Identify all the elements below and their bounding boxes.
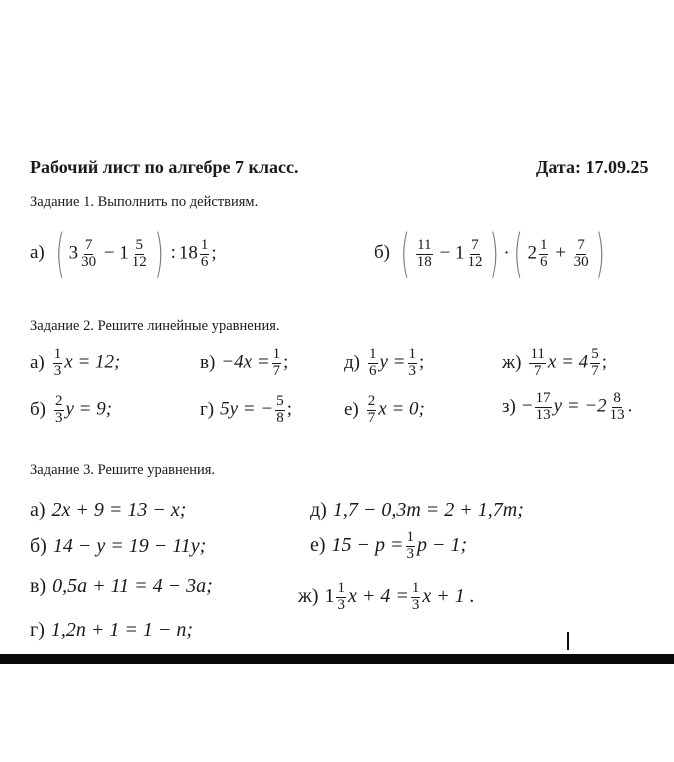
bottom-divider-bar [0, 654, 674, 664]
close-paren: ) [154, 224, 164, 284]
fraction: $\frac{7}{30}$ [573, 236, 589, 270]
task3-equation-v: в) 0,5a + 11 = 4 − 3a; [30, 575, 213, 597]
text-cursor [567, 632, 569, 650]
whole-part: 1 [455, 242, 465, 264]
item-label: д) [344, 351, 360, 373]
fraction: $\frac{1}{6}$ [369, 346, 377, 379]
task1-expression-b [374, 224, 606, 284]
task2-equation-v: в) −4x = $\frac{1}{7}$ ; [200, 346, 289, 379]
operator: − [439, 242, 451, 264]
item-label: а) [30, 499, 46, 521]
task3-equation-b: б) 14 − y = 19 − 11y; [30, 535, 207, 557]
fraction: $\frac{11}{7}$ [530, 346, 545, 379]
operator: − [103, 242, 115, 264]
task2-equation-z: з) − $\frac{17}{13}$ y = −2 $\frac{8}{13}$ . [502, 390, 633, 423]
item-label: г) [200, 398, 215, 420]
fraction: $\frac{2}{3}$ [55, 393, 63, 426]
fraction: $\frac{1}{3}$ [337, 580, 345, 613]
item-label: а) [30, 242, 45, 264]
item-label: б) [374, 242, 390, 264]
item-label: е) [310, 533, 326, 556]
task3-equation-g: г) 1,2n + 1 = 1 − n; [30, 619, 194, 641]
fraction: $\frac{8}{13}$ [609, 390, 625, 423]
fraction: $\frac{5}{7}$ [591, 346, 599, 379]
fraction: $\frac{1}{7}$ [272, 346, 281, 379]
fraction: $\frac{7}{12}$ [467, 236, 483, 270]
whole-part: 1 [119, 242, 129, 264]
item-label: г) [30, 619, 45, 641]
item-label: ж) [298, 584, 319, 607]
whole-part: 3 [68, 242, 79, 264]
close-paren: ) [489, 224, 499, 284]
fraction: $\frac{5}{12}$ [131, 236, 147, 270]
open-paren: ( [513, 224, 524, 284]
operator: : [170, 242, 176, 264]
item-label: б) [30, 535, 47, 557]
task3-equation-e: е) 15 − p = $\frac{1}{3}$ p − 1; [310, 529, 468, 562]
task3-equation-zh: ж) 1 $\frac{1}{3}$ x + 4 = $\frac{1}{3}$ x + 1 . [298, 580, 475, 613]
task3-equation-d: д) 1,7 − 0,3m = 2 + 1,7m; [310, 499, 524, 521]
task2-equation-d: д) $\frac{1}{6}$ y = $\frac{1}{3}$ ; [344, 346, 425, 379]
close-paren: ) [595, 224, 606, 284]
whole-part: 2 [527, 242, 537, 264]
operator: · [503, 242, 510, 264]
fraction: $\frac{1}{3}$ [408, 346, 417, 379]
fraction: $\frac{1}{3}$ [406, 529, 415, 562]
task1-title: Задание 1. Выполнить по действиям. [30, 194, 259, 210]
task3-equation-a: а) 2x + 9 = 13 − x; [30, 499, 187, 521]
item-label: б) [30, 398, 46, 420]
item-label: в) [30, 575, 47, 597]
worksheet-title: Рабочий лист по алгебре 7 класс. [30, 157, 299, 177]
item-label: з) [502, 395, 516, 417]
task2-title: Задание 2. Решите линейные уравнения. [30, 318, 280, 334]
fraction: $\frac{7}{30}$ [81, 236, 97, 270]
task2-equation-a: а) $\frac{1}{3}$ x = 12; [30, 346, 121, 379]
fraction: $\frac{1}{6}$ [200, 236, 209, 270]
fraction: $\frac{1}{6}$ [539, 236, 548, 270]
open-paren: ( [55, 224, 65, 284]
item-label: в) [200, 351, 216, 373]
whole-part: 18 [178, 242, 198, 264]
worksheet-date: Дата: 17.09.25 [536, 157, 649, 177]
task1-expression-a: а) ( 3 $\frac{7}{30}$ − 1 $\frac{5}{12}$ ) : 18 $\frac{1}{6}$ ; [30, 224, 217, 284]
fraction: $\frac{17}{13}$ [535, 390, 551, 423]
task2-equation-g: г) 5y = − $\frac{5}{8}$ ; [200, 393, 292, 426]
fraction: $\frac{5}{8}$ [276, 393, 284, 426]
item-label: ж) [502, 351, 522, 373]
item-label: е) [344, 398, 359, 420]
task2-equation-e: е) $\frac{2}{7}$ x = 0; [344, 393, 425, 426]
operator: + [555, 242, 566, 264]
task2-equation-zh: ж) $\frac{11}{7}$ x = 4 $\frac{5}{7}$ ; [502, 346, 607, 379]
fraction: $\frac{2}{7}$ [367, 393, 376, 426]
fraction: $\frac{1}{3}$ [53, 346, 62, 379]
fraction: $\frac{11}{18}$ [416, 236, 432, 270]
item-label: а) [30, 351, 45, 373]
item-label: д) [310, 499, 327, 521]
task2-equation-b: б) $\frac{2}{3}$ y = 9; [30, 393, 113, 426]
task3-title: Задание 3. Решите уравнения. [30, 462, 216, 478]
open-paren: ( [400, 224, 410, 284]
fraction: $\frac{1}{3}$ [411, 580, 420, 613]
